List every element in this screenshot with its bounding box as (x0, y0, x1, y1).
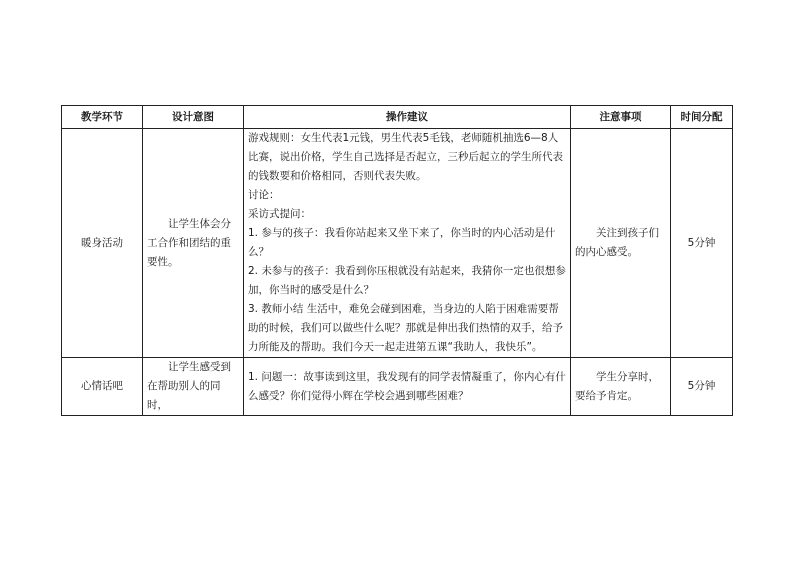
table-row (62, 129, 733, 358)
header-stage: 教学环节 (62, 106, 143, 129)
operations-cell (244, 358, 571, 416)
header-intent: 设计意图 (143, 106, 244, 129)
game-rules-text: 游戏规则：女生代表1元钱，男生代表5毛钱，老师随机抽选6—8人比赛，说出价格，学生自己选择是否起立，三秒后起立的学生所代表的钱数要和价格相同，否则代表失败。 (248, 132, 563, 182)
table-row (62, 358, 733, 416)
operations-cell (244, 129, 571, 358)
lesson-plan-table (61, 105, 733, 416)
notes-cell: 学生分享时，要给予肯定。 (571, 358, 671, 416)
question-text: 1. 问题一：故事读到这里，我发现有的同学表情凝重了，你内心有什么感受？你们觉得小辉在学校会遇到哪些困难？ (248, 370, 566, 402)
intent-cell: 让学生体会分工合作和团结的重要性。 (143, 129, 244, 358)
question-1-text: 1. 参与的孩子：我看你站起来又坐下来了，你当时的内心活动是什么？ (248, 227, 556, 258)
header-operations: 操作建议 (244, 106, 571, 129)
table-header-row (62, 106, 733, 129)
discussion-label: 讨论： (248, 189, 280, 201)
stage-cell: 心情话吧 (62, 358, 143, 416)
header-time: 时间分配 (671, 106, 733, 129)
teacher-summary-text: 3. 教师小结 生活中，难免会碰到困难，当身边的人陷于困难需要帮助的时候，我们可以做些什么呢？那就是伸出我们热情的双手，给予力所能及的帮助。我们今天一起走进第五课“我助人，我快乐”。 (248, 303, 563, 353)
stage-cell: 暖身活动 (62, 129, 143, 358)
time-cell: 5分钟 (671, 129, 733, 358)
intent-cell: 让学生感受到在帮助别人的同时， (143, 358, 244, 416)
question-2-text: 2. 未参与的孩子：我看到你压根就没有站起来，我猜你一定也很想参加，你当时的感受是什么？ (248, 265, 566, 296)
header-notes: 注意事项 (571, 106, 671, 129)
time-cell: 5分钟 (671, 358, 733, 416)
notes-cell: 关注到孩子们的内心感受。 (571, 129, 671, 358)
interview-label: 采访式提问： (248, 208, 311, 220)
